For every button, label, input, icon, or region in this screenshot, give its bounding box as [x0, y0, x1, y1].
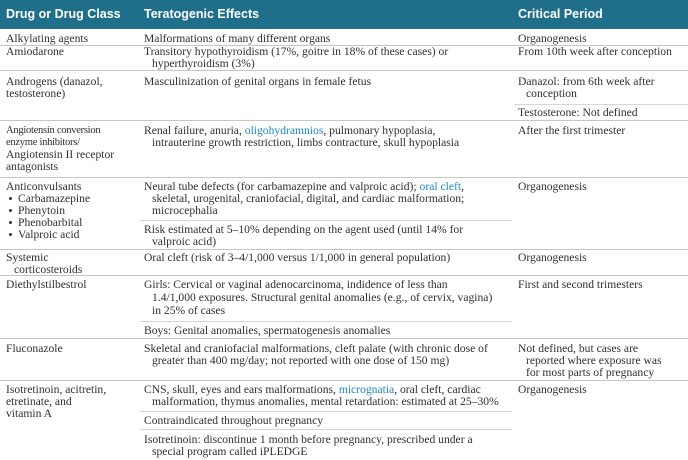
row-divider [0, 338, 688, 339]
anticonvulsant-item: Valproic acid [18, 228, 80, 241]
period-corticosteroids: Organogenesis [518, 251, 587, 264]
bullet [9, 197, 12, 200]
effect-amiodarone-1: Transitory hypothyroidism (17%, goitre in 18% of these cases) or [144, 45, 449, 58]
row-divider [0, 70, 688, 71]
anticonvulsant-item: Phenytoin [18, 204, 66, 217]
drug-alkylating: Alkylating agents [6, 32, 89, 45]
period-anticonvulsants: Organogenesis [518, 180, 587, 193]
row-divider [0, 120, 688, 121]
cell-divider [140, 429, 512, 430]
effect-des-1: Girls: Cervical or vaginal adenocarcinoma, indidence of less than [144, 278, 448, 291]
cell-divider [140, 220, 512, 221]
period-fluconazole-3: for most parts of pregnancy [526, 366, 655, 379]
effect-isotretinoin-5: special program called iPLEDGE [152, 445, 308, 458]
header-drug: Drug or Drug Class [6, 7, 121, 21]
cell-divider [140, 321, 512, 322]
anticonvulsant-item: Carbamazepine [18, 192, 91, 205]
effect-alkylating: Malformations of many different organs [144, 32, 331, 45]
row-divider [0, 249, 688, 250]
effect-des-2: 1.4/1,000 exposures. Structural genital anomalies (e.g., of cervix, vagina) [152, 291, 493, 304]
effect-amiodarone-2: hyperthyroidism (3%) [152, 57, 255, 70]
period-ace: After the first trimester [518, 124, 626, 137]
drug-ace-2: enzyme inhibitors/ [6, 137, 80, 148]
effect-androgens: Masculinization of genital organs in female fetus [144, 75, 372, 88]
effect-isotretinoin-1c: , oral cleft, cardiac [394, 383, 481, 396]
drug-isotretinoin-1: Isotretinoin, acitretin, [6, 383, 107, 396]
row-divider [0, 380, 688, 381]
effect-anticonvulsants-2: skeletal, urogenital, craniofacial, digital, and cardiac malformation; [152, 192, 465, 205]
drug-ace-4: antagonists [6, 160, 59, 173]
bullet [9, 233, 12, 236]
effect-ace-1c: , pulmonary hypoplasia, [323, 124, 436, 137]
period-isotretinoin: Organogenesis [518, 383, 587, 396]
effect-fluconazole-2: greater than 400 mg/day; not reported with one dose of 150 mg) [152, 354, 450, 367]
drug-fluconazole: Fluconazole [6, 342, 63, 355]
drug-androgens-2: testosterone) [6, 87, 66, 100]
drug-corticosteroids-2: corticosteroids [14, 263, 83, 276]
effect-des-4: Boys: Genital anomalies, spermatogenesis anomalies [144, 324, 391, 337]
drug-des: Diethylstilbestrol [6, 278, 87, 291]
effect-ace-1a: Renal failure, anuria, [144, 124, 245, 137]
period-fluconazole-2: reported where exposure was [526, 354, 662, 367]
cell-divider [140, 411, 512, 412]
effect-anticonvulsants-3: microcephalia [152, 204, 218, 217]
drug-isotretinoin-3: vitamin A [6, 407, 53, 420]
header-period: Critical Period [518, 7, 603, 21]
micrognatia-link[interactable]: micrognatia [338, 383, 395, 396]
drug-anticonvulsants: Anticonvulsants [6, 180, 82, 193]
drug-ace-1: Angiotensin conversion [6, 125, 101, 136]
row-divider [0, 177, 688, 178]
anticonvulsant-item: Phenobarbital [18, 216, 83, 229]
row-divider [0, 275, 688, 276]
period-alkylating: Organogenesis [518, 32, 587, 45]
header-effects: Teratogenic Effects [144, 7, 260, 21]
drug-amiodarone: Amiodarone [6, 45, 64, 58]
effect-isotretinoin-3: Contraindicated throughout pregnancy [144, 414, 324, 427]
drug-corticosteroids-1: Systemic [6, 251, 49, 264]
drug-ace-3: Angiotensin II receptor [6, 148, 115, 161]
effect-anticonvulsants-1a: Neural tube defects (for carbamazepine and valproic acid); [144, 180, 420, 193]
effect-des-3: in 25% of cases [152, 304, 226, 317]
drug-androgens-1: Androgens (danazol, [6, 75, 103, 88]
drug-isotretinoin-2: etretinate, and [6, 395, 72, 408]
period-amiodarone: From 10th week after conception [518, 45, 672, 58]
period-androgens-2: conception [526, 87, 577, 100]
period-androgens-3: Testosterone: Not defined [518, 106, 638, 119]
oral-cleft-link[interactable]: oral cleft [419, 180, 462, 193]
bullet [9, 221, 12, 224]
effect-anticonvulsants-1c: , [461, 180, 464, 193]
effect-anticonvulsants-4: Risk estimated at 5–10% depending on the agent used (until 14% for [144, 223, 464, 236]
period-des: First and second trimesters [518, 278, 643, 291]
oligohydramnios-link[interactable]: oligohydramnios [244, 124, 324, 137]
table-header [0, 0, 688, 29]
period-fluconazole-1: Not defined, but cases are [518, 342, 639, 355]
effect-isotretinoin-2: malformation, thymus anomalies, mental retardation: estimated at 25–30% [152, 395, 499, 408]
effect-isotretinoin-1a: CNS, skull, eyes and ears malformations, [144, 383, 339, 396]
effect-fluconazole-1: Skeletal and craniofacial malformations, cleft palate (with chronic dose of [144, 342, 488, 355]
period-androgens-1: Danazol: from 6th week after [518, 75, 655, 88]
bullet [9, 209, 12, 212]
effect-anticonvulsants-5: valproic acid) [152, 235, 217, 248]
effect-ace-2: intrauterine growth restriction, limbs contracture, skull hypoplasia [152, 136, 460, 149]
effect-corticosteroids: Oral cleft (risk of 3–4/1,000 versus 1/1,000 in general population) [144, 251, 451, 264]
effect-isotretinoin-4: Isotretinoin: discontinue 1 month before pregnancy, prescribed under a [144, 433, 473, 446]
cell-divider [514, 104, 688, 105]
